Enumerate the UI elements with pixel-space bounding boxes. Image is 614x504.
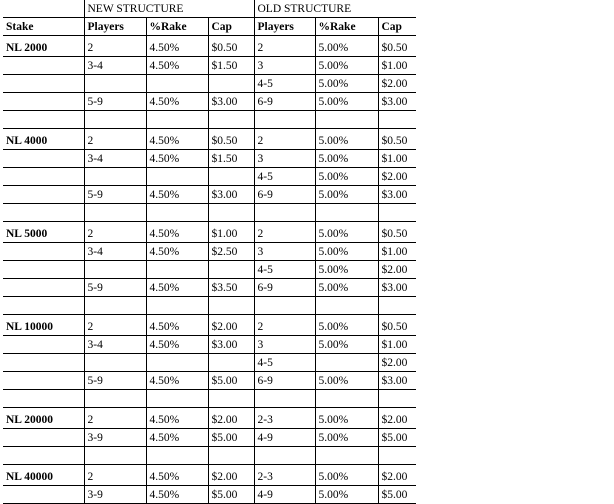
new-players-cell: 2 <box>84 129 146 150</box>
new-rake-cell <box>146 168 208 186</box>
old-players-cell: 4-5 <box>254 75 315 93</box>
new-players-cell: 2 <box>84 465 146 486</box>
old-rake-cell: 5.00% <box>315 486 378 504</box>
spacer-row <box>3 447 416 465</box>
spacer-cell <box>254 204 315 222</box>
spacer-cell <box>84 447 146 465</box>
old-rake-cell: 5.00% <box>315 57 378 75</box>
new-players-cell <box>84 75 146 93</box>
new-players-cell: 2 <box>84 315 146 336</box>
table-row <box>3 129 416 150</box>
table-row <box>3 429 416 447</box>
new-cap-cell: $1.50 <box>208 57 254 75</box>
spacer-cell <box>254 111 315 129</box>
new-cap-cell <box>208 168 254 186</box>
spacer-cell <box>3 390 84 408</box>
new-rake-cell: 4.50% <box>146 429 208 447</box>
old-cap-cell: $1.00 <box>378 336 416 354</box>
new-players-cell: 5-9 <box>84 372 146 390</box>
rake-comparison-table <box>3 0 416 504</box>
new-rake-cell: 4.50% <box>146 150 208 168</box>
old-rake-cell: 5.00% <box>315 465 378 486</box>
spacer-cell <box>3 447 84 465</box>
old-players-cell: 4-9 <box>254 429 315 447</box>
old-rake-cell: 5.00% <box>315 168 378 186</box>
old-players-cell: 6-9 <box>254 279 315 297</box>
old-cap-cell: $5.00 <box>378 486 416 504</box>
table-body <box>3 0 416 504</box>
old-players-cell: 3 <box>254 336 315 354</box>
column-header-row <box>3 18 416 36</box>
old-rake-cell: 5.00% <box>315 261 378 279</box>
new-players-cell: 3-4 <box>84 243 146 261</box>
new-rake-cell: 4.50% <box>146 372 208 390</box>
stake-cell: NL 10000 <box>3 315 84 336</box>
old-cap-header: Cap <box>378 18 416 36</box>
new-cap-cell: $3.50 <box>208 279 254 297</box>
spacer-cell <box>84 390 146 408</box>
old-cap-cell: $0.50 <box>378 36 416 57</box>
old-players-cell: 2 <box>254 222 315 243</box>
new-rake-cell: 4.50% <box>146 336 208 354</box>
stake-cell: NL 40000 <box>3 465 84 486</box>
new-players-cell <box>84 168 146 186</box>
new-players-cell: 3-9 <box>84 429 146 447</box>
old-players-cell: 3 <box>254 243 315 261</box>
new-rake-cell: 4.50% <box>146 465 208 486</box>
old-players-cell: 2-3 <box>254 465 315 486</box>
old-players-cell: 2-3 <box>254 408 315 429</box>
stake-cell <box>3 261 84 279</box>
old-cap-cell: $2.00 <box>378 168 416 186</box>
old-players-cell: 2 <box>254 129 315 150</box>
old-rake-cell: 5.00% <box>315 315 378 336</box>
new-cap-cell <box>208 354 254 372</box>
new-cap-cell: $5.00 <box>208 372 254 390</box>
new-players-cell: 3-4 <box>84 150 146 168</box>
old-rake-cell: 5.00% <box>315 279 378 297</box>
old-rake-cell: 5.00% <box>315 93 378 111</box>
new-rake-cell: 4.50% <box>146 36 208 57</box>
new-rake-cell: 4.50% <box>146 57 208 75</box>
new-rake-cell: 4.50% <box>146 279 208 297</box>
new-players-cell: 3-9 <box>84 486 146 504</box>
stake-cell: NL 4000 <box>3 129 84 150</box>
spacer-cell <box>315 297 378 315</box>
old-cap-cell: $2.00 <box>378 465 416 486</box>
old-cap-cell: $0.50 <box>378 129 416 150</box>
old-players-cell: 2 <box>254 315 315 336</box>
new-rake-cell: 4.50% <box>146 93 208 111</box>
spacer-cell <box>146 447 208 465</box>
stake-cell <box>3 243 84 261</box>
table-row <box>3 354 416 372</box>
spacer-cell <box>378 390 416 408</box>
old-cap-cell: $1.00 <box>378 57 416 75</box>
stake-cell <box>3 354 84 372</box>
spacer-cell <box>84 204 146 222</box>
old-rake-cell: 5.00% <box>315 36 378 57</box>
stake-cell <box>3 279 84 297</box>
old-rake-cell: 5.00% <box>315 336 378 354</box>
spacer-cell <box>315 111 378 129</box>
old-players-cell: 2 <box>254 36 315 57</box>
new-players-cell: 3-4 <box>84 57 146 75</box>
spacer-row <box>3 111 416 129</box>
new-cap-cell: $3.00 <box>208 93 254 111</box>
old-players-cell: 4-5 <box>254 354 315 372</box>
new-rake-cell <box>146 354 208 372</box>
old-cap-cell: $3.00 <box>378 372 416 390</box>
spacer-row <box>3 204 416 222</box>
old-rake-cell <box>315 354 378 372</box>
new-cap-cell: $1.00 <box>208 222 254 243</box>
old-players-cell: 3 <box>254 150 315 168</box>
table-row <box>3 315 416 336</box>
new-rake-cell: 4.50% <box>146 408 208 429</box>
old-cap-cell: $1.00 <box>378 243 416 261</box>
new-rake-cell <box>146 75 208 93</box>
spacer-row <box>3 297 416 315</box>
new-cap-cell: $0.50 <box>208 36 254 57</box>
new-players-cell: 3-4 <box>84 336 146 354</box>
new-rake-header: %Rake <box>146 18 208 36</box>
old-cap-cell: $0.50 <box>378 222 416 243</box>
old-cap-cell: $2.00 <box>378 354 416 372</box>
stake-cell <box>3 168 84 186</box>
spacer-row <box>3 390 416 408</box>
table-row <box>3 372 416 390</box>
table-row <box>3 93 416 111</box>
old-rake-cell: 5.00% <box>315 222 378 243</box>
stake-cell <box>3 150 84 168</box>
new-players-cell <box>84 354 146 372</box>
stake-cell <box>3 75 84 93</box>
structure-header-row <box>3 0 416 18</box>
stake-cell <box>3 486 84 504</box>
stake-cell <box>3 429 84 447</box>
new-cap-cell: $2.00 <box>208 465 254 486</box>
spacer-cell <box>84 297 146 315</box>
table-row <box>3 261 416 279</box>
spacer-cell <box>208 390 254 408</box>
table-row <box>3 150 416 168</box>
table-row <box>3 336 416 354</box>
old-cap-cell: $2.00 <box>378 75 416 93</box>
new-rake-cell <box>146 261 208 279</box>
old-rake-cell: 5.00% <box>315 243 378 261</box>
new-cap-cell: $5.00 <box>208 486 254 504</box>
spacer-cell <box>378 204 416 222</box>
spacer-cell <box>3 297 84 315</box>
new-cap-cell: $3.00 <box>208 186 254 204</box>
old-cap-cell: $3.00 <box>378 279 416 297</box>
spacer-cell <box>146 111 208 129</box>
new-rake-cell: 4.50% <box>146 129 208 150</box>
new-cap-cell: $0.50 <box>208 129 254 150</box>
old-players-cell: 4-5 <box>254 168 315 186</box>
spacer-cell <box>378 447 416 465</box>
table-row <box>3 279 416 297</box>
stake-cell <box>3 336 84 354</box>
stake-cell: NL 5000 <box>3 222 84 243</box>
table-row <box>3 36 416 57</box>
new-rake-cell: 4.50% <box>146 186 208 204</box>
spacer-cell <box>208 204 254 222</box>
old-cap-cell: $3.00 <box>378 186 416 204</box>
table-row <box>3 486 416 504</box>
old-structure-header: OLD STRUCTURE <box>254 0 416 18</box>
old-players-cell: 6-9 <box>254 186 315 204</box>
old-cap-cell: $5.00 <box>378 429 416 447</box>
spacer-cell <box>378 111 416 129</box>
spacer-cell <box>208 447 254 465</box>
new-cap-cell: $5.00 <box>208 429 254 447</box>
old-rake-cell: 5.00% <box>315 75 378 93</box>
old-cap-cell: $2.00 <box>378 408 416 429</box>
spacer-cell <box>254 447 315 465</box>
old-rake-cell: 5.00% <box>315 429 378 447</box>
empty-corner-cell <box>3 0 84 18</box>
spacer-cell <box>254 390 315 408</box>
new-players-cell: 2 <box>84 222 146 243</box>
table-row <box>3 465 416 486</box>
new-players-cell: 5-9 <box>84 93 146 111</box>
old-cap-cell: $0.50 <box>378 315 416 336</box>
spacer-cell <box>315 390 378 408</box>
new-players-cell: 5-9 <box>84 279 146 297</box>
new-cap-cell: $3.00 <box>208 336 254 354</box>
new-players-cell <box>84 261 146 279</box>
new-rake-cell: 4.50% <box>146 243 208 261</box>
new-players-cell: 2 <box>84 408 146 429</box>
old-rake-cell: 5.00% <box>315 372 378 390</box>
new-rake-cell: 4.50% <box>146 315 208 336</box>
old-cap-cell: $2.00 <box>378 261 416 279</box>
old-rake-cell: 5.00% <box>315 186 378 204</box>
table-row <box>3 168 416 186</box>
new-players-cell: 5-9 <box>84 186 146 204</box>
old-players-cell: 4-5 <box>254 261 315 279</box>
table-row <box>3 75 416 93</box>
old-cap-cell: $1.00 <box>378 150 416 168</box>
spacer-cell <box>146 390 208 408</box>
table-row <box>3 186 416 204</box>
new-cap-header: Cap <box>208 18 254 36</box>
stake-cell <box>3 372 84 390</box>
stake-cell <box>3 186 84 204</box>
spacer-cell <box>315 447 378 465</box>
old-players-cell: 3 <box>254 57 315 75</box>
new-cap-cell: $2.50 <box>208 243 254 261</box>
old-rake-header: %Rake <box>315 18 378 36</box>
new-cap-cell <box>208 75 254 93</box>
spacer-cell <box>315 204 378 222</box>
old-players-cell: 6-9 <box>254 93 315 111</box>
old-players-header: Players <box>254 18 315 36</box>
spacer-cell <box>84 111 146 129</box>
new-rake-cell: 4.50% <box>146 486 208 504</box>
old-rake-cell: 5.00% <box>315 129 378 150</box>
old-cap-cell: $3.00 <box>378 93 416 111</box>
new-cap-cell <box>208 261 254 279</box>
old-players-cell: 6-9 <box>254 372 315 390</box>
spacer-cell <box>208 111 254 129</box>
stake-cell: NL 20000 <box>3 408 84 429</box>
new-players-header: Players <box>84 18 146 36</box>
table-row <box>3 222 416 243</box>
new-rake-cell: 4.50% <box>146 222 208 243</box>
spacer-cell <box>146 204 208 222</box>
stake-cell <box>3 57 84 75</box>
new-cap-cell: $2.00 <box>208 408 254 429</box>
new-structure-header: NEW STRUCTURE <box>84 0 254 18</box>
spacer-cell <box>3 111 84 129</box>
spacer-cell <box>208 297 254 315</box>
old-rake-cell: 5.00% <box>315 408 378 429</box>
stake-cell: NL 2000 <box>3 36 84 57</box>
stake-cell <box>3 93 84 111</box>
stake-header: Stake <box>3 18 84 36</box>
new-cap-cell: $1.50 <box>208 150 254 168</box>
table-row <box>3 243 416 261</box>
table-row <box>3 57 416 75</box>
spacer-cell <box>378 297 416 315</box>
spacer-cell <box>254 297 315 315</box>
new-players-cell: 2 <box>84 36 146 57</box>
table-row <box>3 408 416 429</box>
old-players-cell: 4-9 <box>254 486 315 504</box>
spacer-cell <box>146 297 208 315</box>
spacer-cell <box>3 204 84 222</box>
new-cap-cell: $2.00 <box>208 315 254 336</box>
old-rake-cell: 5.00% <box>315 150 378 168</box>
